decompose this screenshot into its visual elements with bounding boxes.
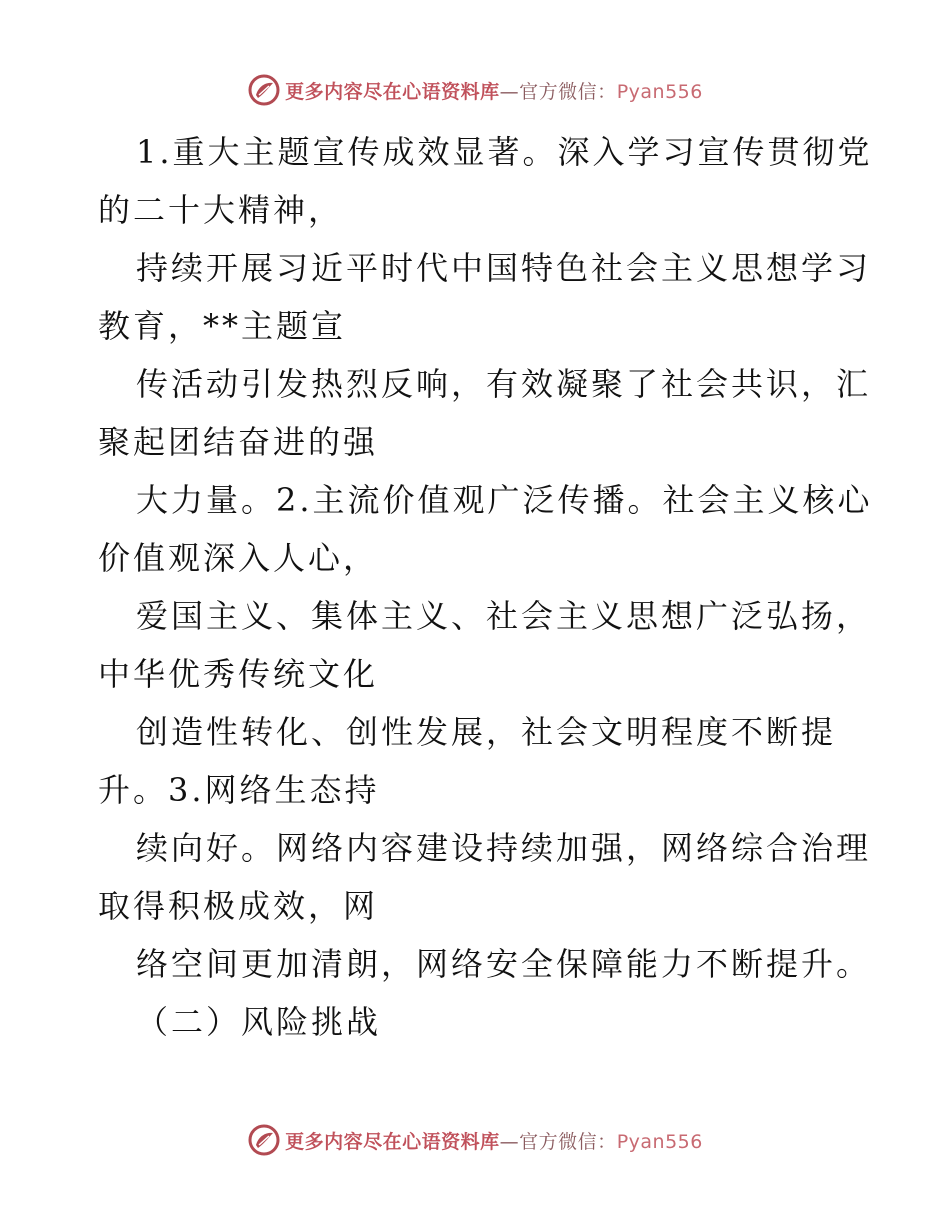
text-line: 持续开展习近平时代中国特色社会主义思想学习 [136,249,872,287]
banner-dash: — [499,1130,520,1153]
header-banner [0,70,950,110]
text-line: 传活动引发热烈反响，有效凝聚了社会共识，汇 [136,365,872,403]
text-line: 教育，**主题宣 [98,307,347,345]
banner-text [285,77,703,104]
footer-banner [0,1120,950,1160]
text-line: 价值观深入人心， [98,539,379,577]
banner-dash: — [499,80,520,103]
text-line: 续向好。网络内容建设持续加强，网络综合治理 [136,829,872,867]
text-line: 络空间更加清朗，网络安全保障能力不断提升。 [136,945,872,983]
text-line: 创造性转化、创性发展，社会文明程度不断提 [136,713,837,751]
text-line: 升。3.网络生态持 [98,771,380,809]
text-line: 大力量。2.主流价值观广泛传播。社会主义核心 [136,481,873,519]
text-line: 1.重大主题宣传成效显著。深入学习宣传贯彻党 [136,133,873,171]
banner-wechat-label: 官方微信： [519,1130,617,1153]
banner-wechat-id: Pyan556 [616,1130,703,1153]
logo-icon [247,1123,281,1157]
banner-main-text: 更多内容尽在心语资料库 [285,80,500,103]
text-line: 聚起团结奋进的强 [98,423,379,461]
banner-wechat-id: Pyan556 [616,80,703,103]
text-line: 中华优秀传统文化 [98,655,379,693]
text-line: 取得积极成效，网 [98,887,379,925]
section-heading: （二）风险挑战 [136,1003,382,1041]
text-line: 的二十大精神， [98,191,344,229]
banner-main-text: 更多内容尽在心语资料库 [285,1130,500,1153]
banner-text [285,1127,703,1154]
banner-wechat-label: 官方微信： [519,80,617,103]
text-line: 爱国主义、集体主义、社会主义思想广泛弘扬， [136,597,872,635]
logo-icon [247,73,281,107]
document-body [98,123,873,1051]
